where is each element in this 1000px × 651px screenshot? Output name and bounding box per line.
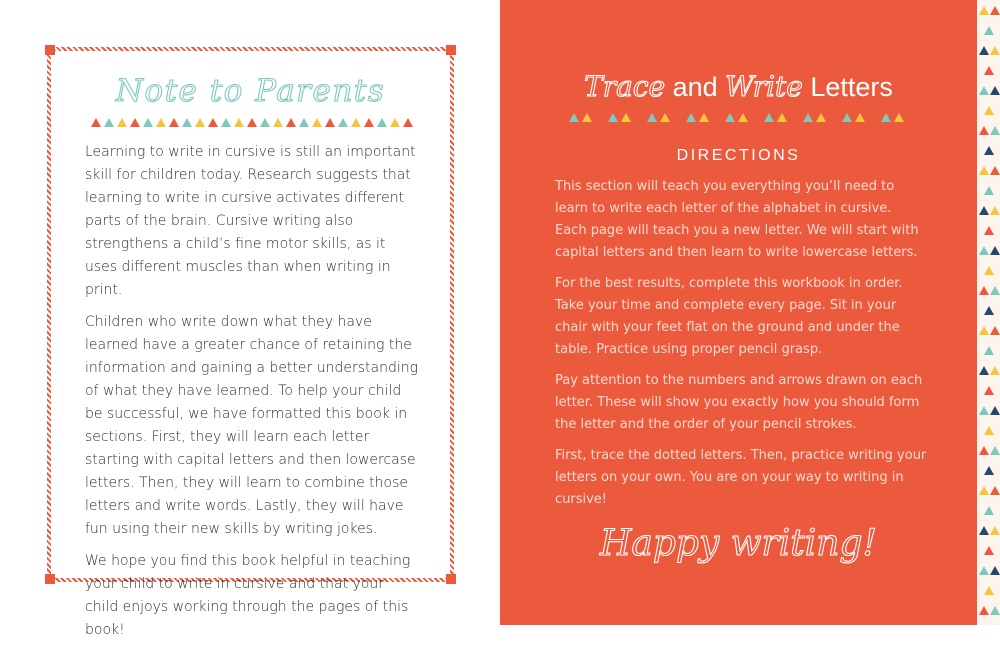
triangle-icon <box>990 326 1000 335</box>
triangle-icon <box>634 113 644 122</box>
triangle-icon <box>881 113 891 122</box>
triangle-icon <box>984 146 994 155</box>
triangle-icon <box>984 106 994 115</box>
triangle-icon <box>130 118 140 127</box>
frame-corner <box>446 574 456 584</box>
triangle-icon <box>104 118 114 127</box>
triangle-icon <box>984 26 994 35</box>
triangle-icon <box>725 113 735 122</box>
triangle-icon <box>169 118 179 127</box>
triangle-icon <box>182 118 192 127</box>
triangle-icon <box>984 466 994 475</box>
triangle-icon <box>790 113 800 122</box>
triangle-icon <box>990 126 1000 135</box>
triangle-icon <box>979 86 989 95</box>
triangle-icon <box>990 446 1000 455</box>
triangle-icon <box>195 118 205 127</box>
triangle-icon <box>582 113 592 122</box>
triangle-icon <box>712 113 722 122</box>
triangle-icon <box>984 266 994 275</box>
triangle-icon <box>990 46 1000 55</box>
triangle-icon <box>979 326 989 335</box>
triangle-icon <box>338 118 348 127</box>
happy-writing: Happy writing! <box>600 523 877 564</box>
triangle-icon <box>403 118 413 127</box>
triangle-icon <box>979 446 989 455</box>
triangle-icon <box>569 113 579 122</box>
triangle-icon <box>273 118 283 127</box>
triangle-icon <box>234 118 244 127</box>
triangle-icon <box>699 113 709 122</box>
triangle-icon <box>984 506 994 515</box>
triangle-icon <box>595 113 605 122</box>
right-page <box>500 0 977 625</box>
title-write: Write <box>725 70 803 103</box>
directions-paragraph: This section will teach you everything you’ll need to learn to write each letter of the alphabet in cursive. Each page will teach you a new letter. We will start with capital letters and then learn to write lowercase letters. <box>555 179 919 260</box>
triangle-icon <box>984 66 994 75</box>
triangle-icon <box>979 606 989 615</box>
triangle-icon <box>979 46 989 55</box>
triangle-icon <box>990 6 1000 15</box>
triangle-icon <box>803 113 813 122</box>
note-frame <box>47 47 454 638</box>
title-and: and <box>665 72 726 102</box>
triangle-icon <box>990 246 1000 255</box>
triangle-icon <box>979 166 989 175</box>
triangle-icon <box>286 118 296 127</box>
triangle-icon <box>979 286 989 295</box>
triangle-icon <box>990 86 1000 95</box>
triangle-icon <box>990 606 1000 615</box>
triangle-icon <box>979 406 989 415</box>
triangle-icon <box>247 118 257 127</box>
triangle-icon <box>325 118 335 127</box>
frame-corner <box>446 45 456 55</box>
edge-triangle-strip <box>977 0 1000 625</box>
triangle-icon <box>990 406 1000 415</box>
triangle-icon <box>984 306 994 315</box>
triangle-icon <box>829 113 839 122</box>
triangle-icon <box>979 366 989 375</box>
directions-heading: DIRECTIONS <box>676 147 801 164</box>
triangle-icon <box>673 113 683 122</box>
triangle-icon <box>990 526 1000 535</box>
triangle-icon <box>907 113 917 122</box>
section-title <box>500 70 977 103</box>
triangle-icon <box>855 113 865 122</box>
triangle-icon <box>990 206 1000 215</box>
triangle-icon <box>990 486 1000 495</box>
triangle-icon <box>984 186 994 195</box>
triangle-icon <box>984 226 994 235</box>
triangle-icon <box>764 113 774 122</box>
triangle-icon <box>979 246 989 255</box>
triangle-icon <box>979 526 989 535</box>
triangle-icon <box>143 118 153 127</box>
frame-corner <box>45 574 55 584</box>
directions-paragraph: For the best results, complete this workbook in order. Take your time and complete every page. Sit in your chair with your feet flat on the ground and under the table. Practice using proper pencil grasp. <box>555 276 903 357</box>
directions-paragraph: Pay attention to the numbers and arrows drawn on each letter. These will show you exactly how you should form the letter and the order of your pencil strokes. <box>555 373 923 432</box>
triangle-icon <box>208 118 218 127</box>
triangle-icon <box>984 586 994 595</box>
triangle-icon <box>990 166 1000 175</box>
triangle-icon <box>364 118 374 127</box>
triangle-icon <box>738 113 748 122</box>
note-paragraph: Learning to write in cursive is still an important skill for children today. Research suggests that learning to write in cursive activates different parts of the brain. Cursive writing also strengthens a child’s fine motor skills, as it uses different muscles than when writing in print. <box>85 144 416 298</box>
triangle-icon <box>260 118 270 127</box>
triangle-icon <box>979 486 989 495</box>
triangle-icon <box>894 113 904 122</box>
triangle-icon <box>351 118 361 127</box>
triangle-icon <box>868 113 878 122</box>
triangle-icon <box>608 113 618 122</box>
triangle-icon <box>621 113 631 122</box>
triangle-icon <box>312 118 322 127</box>
triangle-icon <box>91 118 101 127</box>
triangle-icon <box>979 6 989 15</box>
triangle-icon <box>990 366 1000 375</box>
triangle-icon <box>842 113 852 122</box>
triangle-icon <box>686 113 696 122</box>
note-body <box>85 141 421 651</box>
triangle-border-decoration <box>556 113 919 124</box>
triangle-icon <box>751 113 761 122</box>
triangle-icon <box>221 118 231 127</box>
note-title: Note to Parents <box>115 73 386 109</box>
triangle-icon <box>979 126 989 135</box>
triangle-icon <box>984 546 994 555</box>
triangle-icon <box>990 286 1000 295</box>
triangle-icon <box>984 346 994 355</box>
triangle-icon <box>990 566 1000 575</box>
directions-paragraph: First, trace the dotted letters. Then, practice writing your letters on your own. You are on your way to writing in cursive! <box>555 448 927 507</box>
triangle-border-decoration <box>91 118 418 129</box>
title-letters: Letters <box>802 72 893 102</box>
triangle-icon <box>984 386 994 395</box>
triangle-icon <box>299 118 309 127</box>
edge-triangle-pattern <box>977 0 1000 625</box>
note-paragraph: Children who write down what they have learned have a greater chance of retaining the information and gaining a better understanding of what they have learned. To help your child be successful, we have formatted this book in sections. First, they will learn each letter starting with capital letters and then lowercase letters. Then, they will learn to combine those letters and write words. Lastly, they will have fun using their new skills by writing jokes. <box>85 314 419 537</box>
triangle-icon <box>777 113 787 122</box>
triangle-icon <box>816 113 826 122</box>
triangle-icon <box>390 118 400 127</box>
triangle-icon <box>979 206 989 215</box>
frame-corner <box>45 45 55 55</box>
triangle-icon <box>156 118 166 127</box>
triangle-icon <box>377 118 387 127</box>
directions-body <box>555 176 927 520</box>
triangle-icon <box>647 113 657 122</box>
triangle-icon <box>979 566 989 575</box>
triangle-icon <box>556 113 566 122</box>
triangle-icon <box>117 118 127 127</box>
left-page <box>0 0 500 638</box>
note-paragraph: We hope you find this book helpful in teaching your child to write in cursive and that your child enjoys working through the pages of this book! <box>85 553 411 638</box>
triangle-icon <box>660 113 670 122</box>
title-trace: Trace <box>584 70 666 103</box>
triangle-icon <box>984 426 994 435</box>
